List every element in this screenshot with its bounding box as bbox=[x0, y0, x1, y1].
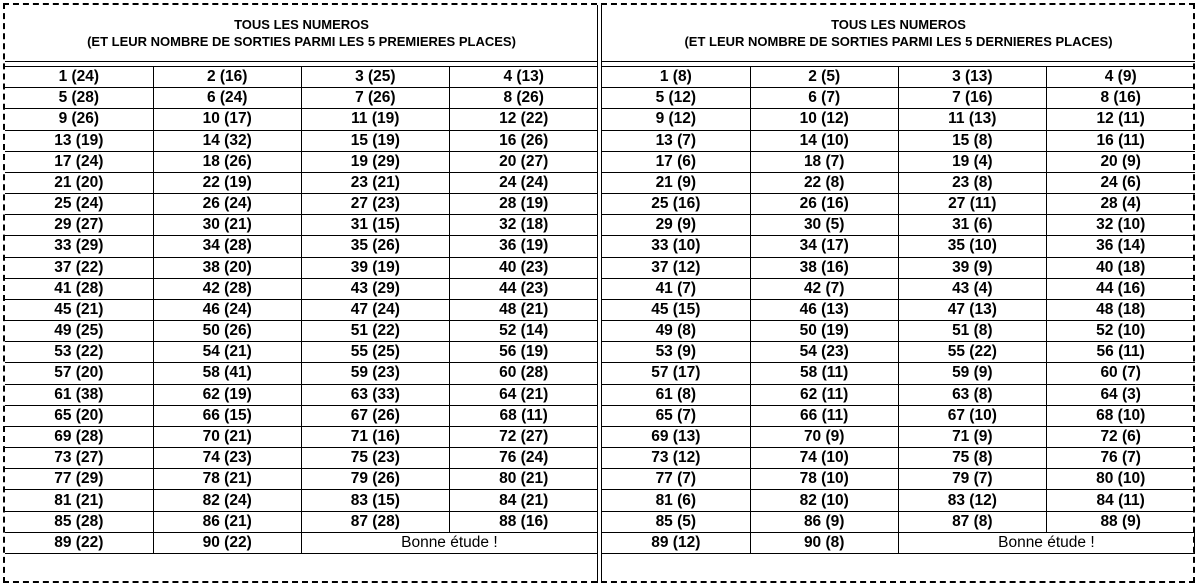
table-row bbox=[602, 88, 1195, 109]
table-row bbox=[5, 257, 598, 278]
number-cell: 80 (10) bbox=[1046, 469, 1194, 490]
number-cell: 16 (26) bbox=[449, 130, 597, 151]
number-cell: 25 (16) bbox=[602, 194, 750, 215]
number-cell: 57 (20) bbox=[5, 363, 153, 384]
number-cell: 17 (24) bbox=[5, 151, 153, 172]
table-row bbox=[602, 172, 1195, 193]
number-cell: 36 (19) bbox=[449, 236, 597, 257]
number-cell: 53 (9) bbox=[602, 342, 750, 363]
section-title bbox=[5, 5, 598, 62]
number-cell: 18 (7) bbox=[750, 151, 898, 172]
number-cell: 9 (26) bbox=[5, 109, 153, 130]
number-cell: 54 (23) bbox=[750, 342, 898, 363]
table-row bbox=[602, 194, 1195, 215]
number-cell: 13 (19) bbox=[5, 130, 153, 151]
number-cell: 17 (6) bbox=[602, 151, 750, 172]
number-cell: 38 (16) bbox=[750, 257, 898, 278]
table-row bbox=[5, 384, 598, 405]
table-row bbox=[5, 363, 598, 384]
number-cell: 48 (18) bbox=[1046, 299, 1194, 320]
number-cell: 34 (28) bbox=[153, 236, 301, 257]
number-cell: 19 (4) bbox=[898, 151, 1046, 172]
number-cell: 73 (12) bbox=[602, 448, 750, 469]
table-row bbox=[5, 151, 598, 172]
number-cell: 61 (38) bbox=[5, 384, 153, 405]
number-cell: 3 (25) bbox=[301, 67, 449, 88]
table-row bbox=[602, 215, 1195, 236]
number-cell: 6 (24) bbox=[153, 88, 301, 109]
table-row bbox=[602, 342, 1195, 363]
number-cell: 83 (15) bbox=[301, 490, 449, 511]
number-cell: 88 (16) bbox=[449, 511, 597, 532]
table-row bbox=[5, 532, 598, 553]
number-cell: 59 (9) bbox=[898, 363, 1046, 384]
number-cell: 50 (19) bbox=[750, 321, 898, 342]
number-cell: 28 (19) bbox=[449, 194, 597, 215]
number-cell: 34 (17) bbox=[750, 236, 898, 257]
number-cell: 9 (12) bbox=[602, 109, 750, 130]
number-cell: 65 (7) bbox=[602, 405, 750, 426]
number-cell: 75 (23) bbox=[301, 448, 449, 469]
table-row bbox=[602, 236, 1195, 257]
table-row bbox=[602, 67, 1195, 88]
number-cell: 35 (26) bbox=[301, 236, 449, 257]
number-cell: 8 (16) bbox=[1046, 88, 1194, 109]
number-cell: 80 (21) bbox=[449, 469, 597, 490]
number-cell: 16 (11) bbox=[1046, 130, 1194, 151]
number-cell: 82 (24) bbox=[153, 490, 301, 511]
number-cell: 15 (19) bbox=[301, 130, 449, 151]
number-cell: 10 (17) bbox=[153, 109, 301, 130]
title-line-1: TOUS LES NUMEROS bbox=[831, 17, 966, 32]
number-cell: 78 (21) bbox=[153, 469, 301, 490]
number-cell: 8 (26) bbox=[449, 88, 597, 109]
number-cell: 31 (6) bbox=[898, 215, 1046, 236]
number-cell: 86 (9) bbox=[750, 511, 898, 532]
table-row bbox=[602, 257, 1195, 278]
number-cell: 88 (9) bbox=[1046, 511, 1194, 532]
number-cell: 62 (11) bbox=[750, 384, 898, 405]
number-cell: 62 (19) bbox=[153, 384, 301, 405]
number-cell: 60 (7) bbox=[1046, 363, 1194, 384]
number-cell: 81 (6) bbox=[602, 490, 750, 511]
table-row bbox=[5, 299, 598, 320]
number-cell: 72 (27) bbox=[449, 426, 597, 447]
number-cell: 78 (10) bbox=[750, 469, 898, 490]
table-row bbox=[602, 299, 1195, 320]
number-cell: 69 (28) bbox=[5, 426, 153, 447]
table-row bbox=[5, 321, 598, 342]
number-cell: 11 (19) bbox=[301, 109, 449, 130]
number-cell: 4 (9) bbox=[1046, 67, 1194, 88]
number-cell: 90 (22) bbox=[153, 532, 301, 553]
title-line-2: (ET LEUR NOMBRE DE SORTIES PARMI LES 5 DERNIERES PLACES) bbox=[684, 34, 1113, 49]
table-row bbox=[602, 532, 1195, 553]
number-cell: 28 (4) bbox=[1046, 194, 1194, 215]
number-cell: 70 (21) bbox=[153, 426, 301, 447]
number-cell: 18 (26) bbox=[153, 151, 301, 172]
table-row bbox=[5, 278, 598, 299]
table-row bbox=[602, 151, 1195, 172]
number-cell: 38 (20) bbox=[153, 257, 301, 278]
number-cell: 44 (16) bbox=[1046, 278, 1194, 299]
number-cell: 27 (23) bbox=[301, 194, 449, 215]
number-cell: 48 (21) bbox=[449, 299, 597, 320]
number-cell: 64 (21) bbox=[449, 384, 597, 405]
number-cell: 4 (13) bbox=[449, 67, 597, 88]
number-cell: 1 (24) bbox=[5, 67, 153, 88]
number-cell: 63 (33) bbox=[301, 384, 449, 405]
number-cell: 29 (27) bbox=[5, 215, 153, 236]
number-cell: 81 (21) bbox=[5, 490, 153, 511]
number-cell: 51 (22) bbox=[301, 321, 449, 342]
number-cell: 31 (15) bbox=[301, 215, 449, 236]
table-row bbox=[5, 426, 598, 447]
number-cell: 32 (18) bbox=[449, 215, 597, 236]
number-cell: 20 (27) bbox=[449, 151, 597, 172]
number-cell: 55 (22) bbox=[898, 342, 1046, 363]
table-row bbox=[602, 469, 1195, 490]
number-cell: 79 (7) bbox=[898, 469, 1046, 490]
note-cell: Bonne étude ! bbox=[898, 532, 1194, 553]
number-cell: 45 (21) bbox=[5, 299, 153, 320]
number-cell: 44 (23) bbox=[449, 278, 597, 299]
table-row bbox=[5, 448, 598, 469]
number-cell: 15 (8) bbox=[898, 130, 1046, 151]
number-table bbox=[602, 66, 1195, 554]
table-row bbox=[5, 215, 598, 236]
number-table bbox=[5, 66, 598, 554]
number-cell: 66 (11) bbox=[750, 405, 898, 426]
number-cell: 30 (5) bbox=[750, 215, 898, 236]
table-row bbox=[5, 88, 598, 109]
number-cell: 6 (7) bbox=[750, 88, 898, 109]
table-row bbox=[602, 130, 1195, 151]
number-cell: 7 (26) bbox=[301, 88, 449, 109]
first-places-section bbox=[5, 5, 598, 554]
number-cell: 74 (23) bbox=[153, 448, 301, 469]
number-cell: 65 (20) bbox=[5, 405, 153, 426]
number-cell: 87 (8) bbox=[898, 511, 1046, 532]
number-cell: 89 (12) bbox=[602, 532, 750, 553]
number-cell: 54 (21) bbox=[153, 342, 301, 363]
number-cell: 47 (24) bbox=[301, 299, 449, 320]
number-cell: 26 (16) bbox=[750, 194, 898, 215]
number-cell: 1 (8) bbox=[602, 67, 750, 88]
number-cell: 27 (11) bbox=[898, 194, 1046, 215]
table-row bbox=[602, 511, 1195, 532]
number-cell: 41 (7) bbox=[602, 278, 750, 299]
number-cell: 47 (13) bbox=[898, 299, 1046, 320]
number-cell: 23 (8) bbox=[898, 172, 1046, 193]
number-cell: 64 (3) bbox=[1046, 384, 1194, 405]
number-cell: 40 (18) bbox=[1046, 257, 1194, 278]
number-cell: 46 (24) bbox=[153, 299, 301, 320]
number-cell: 5 (28) bbox=[5, 88, 153, 109]
number-cell: 73 (27) bbox=[5, 448, 153, 469]
number-cell: 35 (10) bbox=[898, 236, 1046, 257]
number-cell: 5 (12) bbox=[602, 88, 750, 109]
table-row bbox=[5, 172, 598, 193]
number-cell: 46 (13) bbox=[750, 299, 898, 320]
number-cell: 89 (22) bbox=[5, 532, 153, 553]
number-cell: 76 (24) bbox=[449, 448, 597, 469]
number-cell: 68 (11) bbox=[449, 405, 597, 426]
number-cell: 23 (21) bbox=[301, 172, 449, 193]
table-row bbox=[602, 109, 1195, 130]
number-cell: 53 (22) bbox=[5, 342, 153, 363]
table-row bbox=[602, 405, 1195, 426]
number-cell: 2 (16) bbox=[153, 67, 301, 88]
number-cell: 33 (10) bbox=[602, 236, 750, 257]
number-cell: 55 (25) bbox=[301, 342, 449, 363]
number-cell: 2 (5) bbox=[750, 67, 898, 88]
number-cell: 60 (28) bbox=[449, 363, 597, 384]
table-row bbox=[602, 490, 1195, 511]
table-row bbox=[5, 405, 598, 426]
number-cell: 83 (12) bbox=[898, 490, 1046, 511]
number-cell: 49 (8) bbox=[602, 321, 750, 342]
number-cell: 71 (9) bbox=[898, 426, 1046, 447]
number-cell: 19 (29) bbox=[301, 151, 449, 172]
number-cell: 40 (23) bbox=[449, 257, 597, 278]
table-row bbox=[602, 384, 1195, 405]
number-cell: 56 (11) bbox=[1046, 342, 1194, 363]
number-cell: 59 (23) bbox=[301, 363, 449, 384]
number-cell: 24 (6) bbox=[1046, 172, 1194, 193]
number-cell: 13 (7) bbox=[602, 130, 750, 151]
number-cell: 39 (19) bbox=[301, 257, 449, 278]
table-row bbox=[5, 490, 598, 511]
number-cell: 37 (12) bbox=[602, 257, 750, 278]
number-cell: 11 (13) bbox=[898, 109, 1046, 130]
number-cell: 77 (7) bbox=[602, 469, 750, 490]
number-cell: 36 (14) bbox=[1046, 236, 1194, 257]
number-cell: 56 (19) bbox=[449, 342, 597, 363]
number-cell: 63 (8) bbox=[898, 384, 1046, 405]
number-cell: 66 (15) bbox=[153, 405, 301, 426]
number-cell: 26 (24) bbox=[153, 194, 301, 215]
number-cell: 79 (26) bbox=[301, 469, 449, 490]
number-cell: 84 (21) bbox=[449, 490, 597, 511]
number-cell: 84 (11) bbox=[1046, 490, 1194, 511]
number-cell: 52 (14) bbox=[449, 321, 597, 342]
table-row bbox=[5, 194, 598, 215]
title-line-1: TOUS LES NUMEROS bbox=[234, 17, 369, 32]
number-cell: 43 (29) bbox=[301, 278, 449, 299]
number-cell: 42 (28) bbox=[153, 278, 301, 299]
table-row bbox=[5, 130, 598, 151]
number-cell: 90 (8) bbox=[750, 532, 898, 553]
section-title bbox=[602, 5, 1195, 62]
number-cell: 14 (10) bbox=[750, 130, 898, 151]
number-cell: 12 (11) bbox=[1046, 109, 1194, 130]
number-cell: 32 (10) bbox=[1046, 215, 1194, 236]
number-cell: 42 (7) bbox=[750, 278, 898, 299]
table-row bbox=[602, 426, 1195, 447]
number-cell: 21 (9) bbox=[602, 172, 750, 193]
table-row bbox=[5, 469, 598, 490]
last-places-section bbox=[602, 5, 1195, 554]
number-cell: 58 (41) bbox=[153, 363, 301, 384]
number-cell: 12 (22) bbox=[449, 109, 597, 130]
number-cell: 77 (29) bbox=[5, 469, 153, 490]
number-cell: 76 (7) bbox=[1046, 448, 1194, 469]
number-cell: 49 (25) bbox=[5, 321, 153, 342]
note-cell: Bonne étude ! bbox=[301, 532, 597, 553]
number-cell: 50 (26) bbox=[153, 321, 301, 342]
number-cell: 67 (10) bbox=[898, 405, 1046, 426]
number-cell: 85 (28) bbox=[5, 511, 153, 532]
title-line-2: (ET LEUR NOMBRE DE SORTIES PARMI LES 5 PREMIERES PLACES) bbox=[87, 34, 516, 49]
number-cell: 70 (9) bbox=[750, 426, 898, 447]
number-cell: 24 (24) bbox=[449, 172, 597, 193]
number-cell: 30 (21) bbox=[153, 215, 301, 236]
number-cell: 67 (26) bbox=[301, 405, 449, 426]
number-cell: 51 (8) bbox=[898, 321, 1046, 342]
number-cell: 21 (20) bbox=[5, 172, 153, 193]
number-cell: 7 (16) bbox=[898, 88, 1046, 109]
table-row bbox=[602, 363, 1195, 384]
number-cell: 82 (10) bbox=[750, 490, 898, 511]
number-cell: 58 (11) bbox=[750, 363, 898, 384]
number-cell: 45 (15) bbox=[602, 299, 750, 320]
number-cell: 86 (21) bbox=[153, 511, 301, 532]
number-cell: 72 (6) bbox=[1046, 426, 1194, 447]
number-cell: 41 (28) bbox=[5, 278, 153, 299]
table-row bbox=[602, 321, 1195, 342]
table-row bbox=[5, 236, 598, 257]
number-cell: 71 (16) bbox=[301, 426, 449, 447]
number-cell: 22 (8) bbox=[750, 172, 898, 193]
table-row bbox=[602, 448, 1195, 469]
number-cell: 85 (5) bbox=[602, 511, 750, 532]
number-cell: 75 (8) bbox=[898, 448, 1046, 469]
number-cell: 52 (10) bbox=[1046, 321, 1194, 342]
number-cell: 14 (32) bbox=[153, 130, 301, 151]
number-cell: 29 (9) bbox=[602, 215, 750, 236]
table-row bbox=[5, 342, 598, 363]
number-cell: 22 (19) bbox=[153, 172, 301, 193]
number-cell: 57 (17) bbox=[602, 363, 750, 384]
number-cell: 39 (9) bbox=[898, 257, 1046, 278]
number-cell: 20 (9) bbox=[1046, 151, 1194, 172]
number-cell: 37 (22) bbox=[5, 257, 153, 278]
number-cell: 61 (8) bbox=[602, 384, 750, 405]
number-cell: 25 (24) bbox=[5, 194, 153, 215]
number-cell: 43 (4) bbox=[898, 278, 1046, 299]
number-cell: 74 (10) bbox=[750, 448, 898, 469]
number-cell: 10 (12) bbox=[750, 109, 898, 130]
number-cell: 68 (10) bbox=[1046, 405, 1194, 426]
table-row bbox=[602, 278, 1195, 299]
number-cell: 87 (28) bbox=[301, 511, 449, 532]
number-cell: 3 (13) bbox=[898, 67, 1046, 88]
number-cell: 33 (29) bbox=[5, 236, 153, 257]
table-row bbox=[5, 67, 598, 88]
table-row bbox=[5, 109, 598, 130]
number-cell: 69 (13) bbox=[602, 426, 750, 447]
table-row bbox=[5, 511, 598, 532]
